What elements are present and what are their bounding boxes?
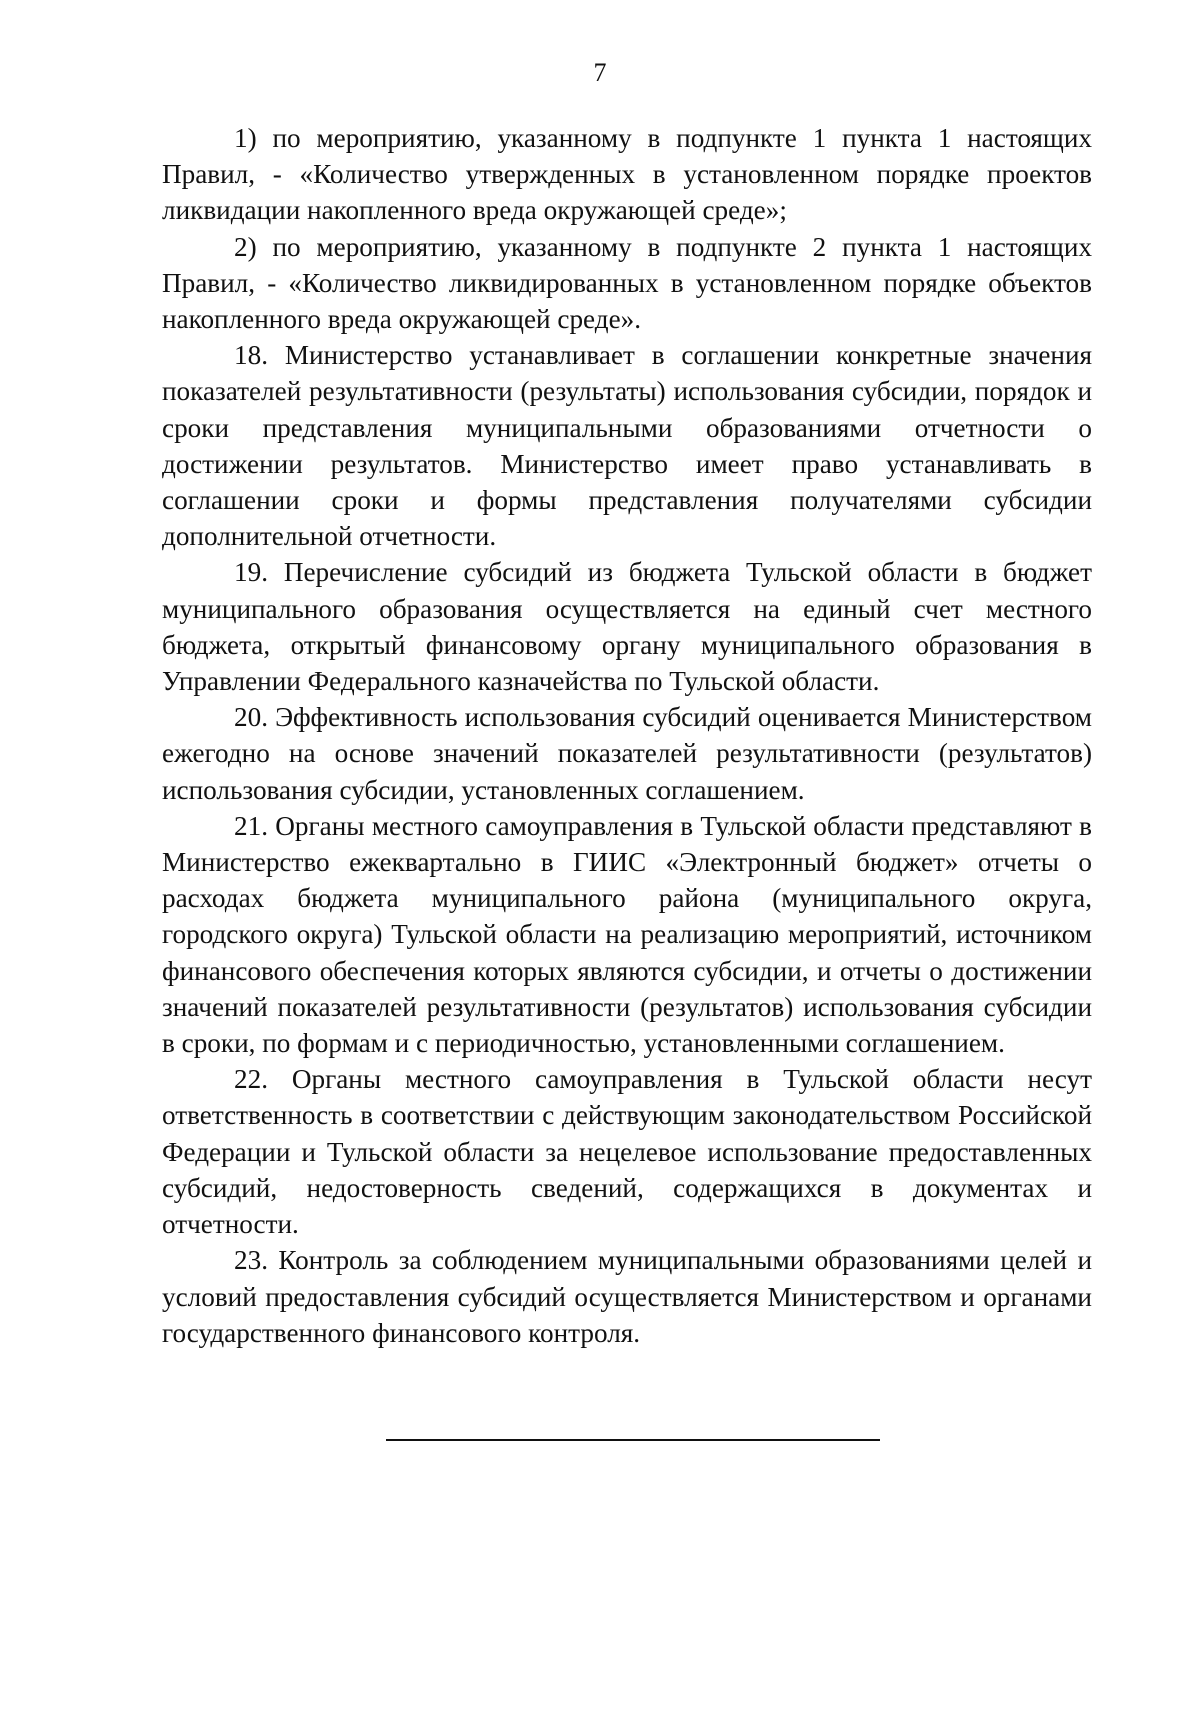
paragraph-19: 19. Перечисление субсидий из бюджета Тульской области в бюджет муниципального образования осуществляется на единый счет местного бюджета, открытый финансовому органу муниципального образования в Управлении Федерального казначейства по Тульской области.: [162, 557, 1092, 697]
end-of-document-rule: [386, 1439, 880, 1441]
paragraph-21: 21. Органы местного самоуправления в Тульской области представляют в Министерство ежеквартально в ГИИС «Электронный бюджет» отчеты о расходах бюджета муниципального района (муниципального округа, городского округа) Тульской области на реализацию мероприятий, источником финансового обеспечения которых являются субсидии, и отчеты о достижении значений показателей результативности (результатов) использования субсидии в сроки, по формам и с периодичностью, установленными соглашением.: [162, 810, 1092, 1059]
paragraph-23: 23. Контроль за соблюдением муниципальными образованиями целей и условий предоставления субсидий осуществляется Министерством и органами государственного финансового контроля.: [162, 1245, 1092, 1348]
paragraph-item-1: 1) по мероприятию, указанному в подпункте 1 пункта 1 настоящих Правил, - «Количество утвержденных в установленном порядке проектов ликвидации накопленного вреда окружающей среде»;: [162, 123, 1092, 226]
paragraph-20: 20. Эффективность использования субсидий оценивается Министерством ежегодно на основе значений показателей результативности (результатов) использования субсидии, установленных соглашением.: [162, 702, 1092, 805]
paragraph-18: 18. Министерство устанавливает в соглашении конкретные значения показателей результативности (результаты) использования субсидии, порядок и сроки представления муниципальными образованиями отчетности о достижении результатов. Министерство имеет право устанавливать в соглашении сроки и формы представления получателями субсидии дополнительной отчетности.: [162, 340, 1092, 552]
document-body: [162, 120, 1092, 1351]
page-number: 7: [593, 58, 607, 87]
paragraph-item-2: 2) по мероприятию, указанному в подпункте 2 пункта 1 настоящих Правил, - «Количество ликвидированных в установленном порядке объектов накопленного вреда окружающей среде».: [162, 231, 1092, 335]
paragraph-22: 22. Органы местного самоуправления в Тульской области несут ответственность в соответствии с действующим законодательством Российской Федерации и Тульской области за нецелевое использование предоставленных субсидий, недостоверность сведений, содержащихся в документах и отчетности.: [162, 1064, 1092, 1240]
